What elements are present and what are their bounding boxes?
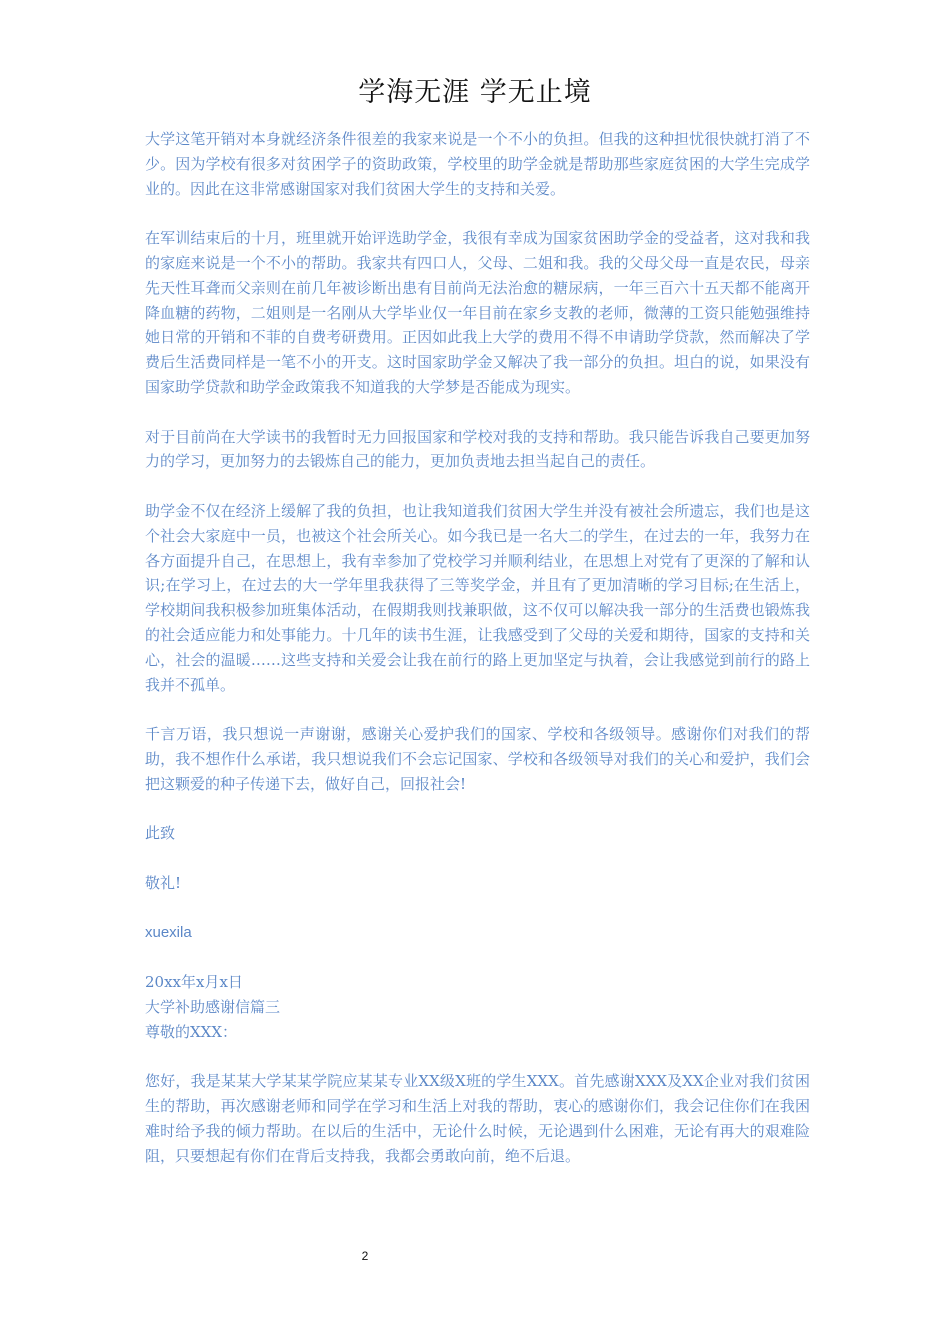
letter-body xyxy=(145,127,810,1193)
salutation: 尊敬的XXX： xyxy=(145,1022,238,1041)
paragraph: 在军训结束后的十月，班里就开始评选助学金，我很有幸成为国家贫困助学金的受益者，这对我和我的家庭来说是一个不小的帮助。我家共有四口人，父母、二姐和我。我的父母父母一直是农民，母亲先天性耳聋而父亲则在前几年被诊断出患有目前尚无法治愈的糖尿病，一年三百六十五天都不能离开降血糖的药物，二姐则是一名刚从大学毕业仅一年目前在家乡支教的老师，微薄的工资只能勉强维持她日常的开销和不菲的自费考研费用。正因如此我上大学的费用不得不申请助学贷款，然而解决了学费后生活费同样是一笔不小的开支。这时国家助学金又解决了我一部分的负担。坦白的说，如果没有国家助学贷款和助学金政策我不知道我的大学梦是否能成为现实。 xyxy=(145,229,810,396)
paragraph: 对于目前尚在大学读书的我暂时无力回报国家和学校对我的支持和帮助。我只能告诉我自己要更加努力的学习，更加努力的去锻炼自己的能力，更加负责地去担当起自己的责任。 xyxy=(145,427,810,471)
signature: xuexila xyxy=(145,923,192,941)
closing-greeting: 此致 xyxy=(145,824,176,843)
paragraph: 助学金不仅在经济上缓解了我的负担，也让我知道我们贫困大学生并没有被社会所遗忘，我们也是这个社会大家庭中一员，也被这个社会所关心。如今我已是一名大二的学生，在过去的一年，我努力在各方面提升自己，在思想上，我有幸参加了党校学习并顺利结业，在思想上对党有了更深的了解和认识;在学习上，在过去的大一学年里我获得了三等奖学金，并且有了更加清晰的学习目标;在生活上，学校期间我积极参加班集体活动，在假期我则找兼职做，这不仅可以解决我一部分的生活费也锻炼我的社会适应能力和处事能力。十几年的读书生涯，让我感受到了父母的关爱和期待，国家的支持和关心，社会的温暖……这些支持和关爱会让我在前行的路上更加坚定与执着，会让我感觉到前行的路上我并不孤单。 xyxy=(145,501,810,694)
section-title: 大学补助感谢信篇三 xyxy=(145,997,281,1016)
date-line: 20xx年x月x日 xyxy=(145,973,243,992)
closing-salute: 敬礼! xyxy=(145,873,182,892)
page-header-title: 学海无涯 学无止境 xyxy=(358,77,592,108)
paragraph: 千言万语，我只想说一声谢谢，感谢关心爱护我们的国家、学校和各级领导。感谢你们对我们的帮助，我不想作什么承诺，我只想说我们不会忘记国家、学校和各级领导对我们的关心和爱护，我们会把这颗爱的种子传递下去，做好自己，回报社会! xyxy=(145,725,810,793)
closing-paragraph: 您好，我是某某大学某某学院应某某专业XX级X班的学生XXX。首先感谢XXX及XX企业对我们贫困生的帮助，再次感谢老师和同学在学习和生活上对我的帮助，衷心的感谢你们，我会记住你们在我困难时给予我的倾力帮助。在以后的生活中，无论什么时候，无论遇到什么困难，无论有再大的艰难险阻，只要想起有你们在背后支持我，我都会勇敢向前，绝不后退。 xyxy=(145,1072,810,1165)
page-number: 2 xyxy=(361,1249,369,1263)
paragraph: 大学这笔开销对本身就经济条件很差的我家来说是一个不小的负担。但我的这种担忧很快就打消了不少。因为学校有很多对贫困学子的资助政策，学校里的助学金就是帮助那些家庭贫困的大学生完成学业的。因此在这非常感谢国家对我们贫困大学生的支持和关爱。 xyxy=(145,130,810,198)
